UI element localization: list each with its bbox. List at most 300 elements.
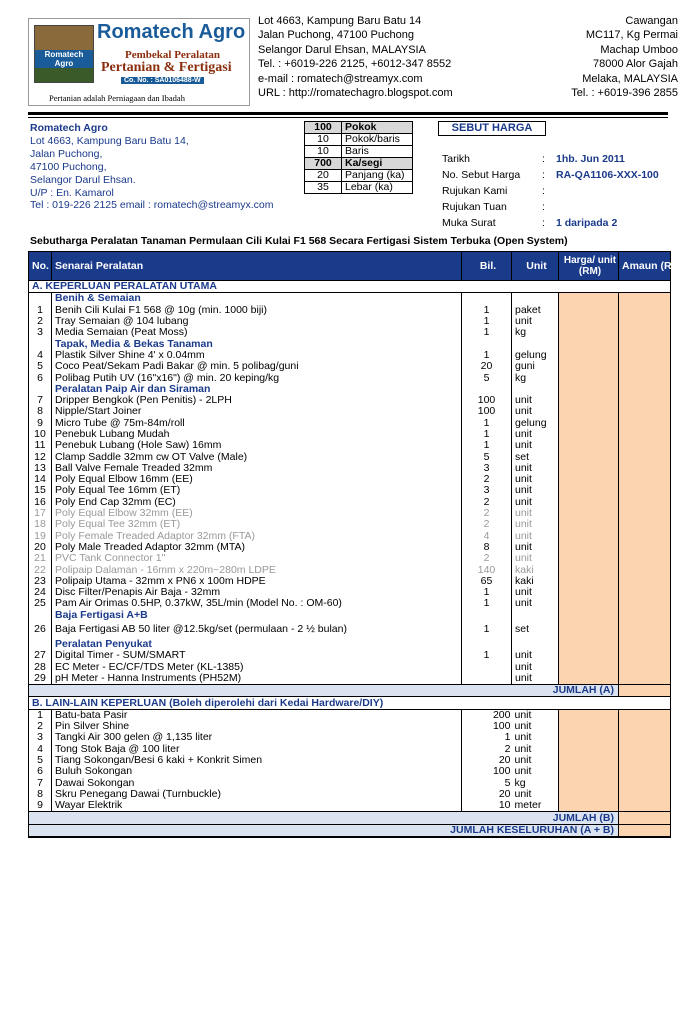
header-line: Jalan Puchong, 47100 Puchong bbox=[258, 29, 414, 42]
row-unit: unit bbox=[512, 542, 559, 553]
brand-motto: Pertanian adalah Perniagaan dan Ibadah bbox=[49, 93, 185, 103]
table-header-row bbox=[29, 252, 671, 281]
table-row bbox=[29, 789, 671, 800]
row-quantity: 20 bbox=[498, 787, 511, 800]
row-price-cell[interactable] bbox=[559, 451, 619, 462]
row-amount-cell[interactable] bbox=[619, 384, 671, 395]
row-price-cell[interactable] bbox=[559, 474, 619, 485]
row-quantity: 100 bbox=[492, 765, 511, 778]
row-no: 7 bbox=[29, 777, 52, 788]
row-unit: unit bbox=[512, 721, 559, 732]
header-divider bbox=[28, 112, 668, 115]
total-b bbox=[29, 812, 671, 824]
row-price-cell[interactable] bbox=[559, 497, 619, 508]
row-price-cell[interactable] bbox=[559, 406, 619, 417]
row-quantity: 2 bbox=[504, 742, 511, 755]
row-item: Polipaip Utama - 32mm x PN6 x 100m HDPE bbox=[52, 576, 462, 587]
row-unit: unit bbox=[512, 732, 559, 743]
row-price-cell[interactable] bbox=[559, 485, 619, 496]
header-email[interactable]: e-mail : romatech@streamyx.com bbox=[258, 72, 423, 85]
row-item: Tray Semaian @ 104 lubang bbox=[52, 316, 462, 327]
row-item: Ball Valve Female Treaded 32mm bbox=[52, 463, 462, 474]
meta-label: Rujukan Kami bbox=[442, 185, 508, 197]
row-price-cell[interactable] bbox=[559, 316, 619, 327]
meta-page: 1 daripada 2 bbox=[556, 217, 618, 229]
table-row bbox=[29, 485, 671, 496]
spec-label: Baris bbox=[342, 146, 413, 158]
document-title: Sebutharga Peralatan Tanaman Permulaan Cili Kulai F1 568 Secara Fertigasi Sistem Terbuka (Open System) bbox=[30, 235, 568, 247]
col-unit: Unit bbox=[512, 252, 559, 281]
subsection-title: Peralatan Penyukat bbox=[52, 639, 462, 650]
address-line: 47100 Puchong, bbox=[30, 160, 107, 173]
spec-label: Panjang (ka) bbox=[342, 170, 413, 182]
table-row bbox=[29, 598, 671, 609]
row-no: 20 bbox=[29, 542, 52, 553]
row-item: Wayar Elektrik bbox=[52, 800, 462, 812]
row-price-cell[interactable] bbox=[559, 519, 619, 530]
row-amount-cell[interactable] bbox=[619, 485, 671, 496]
logo-image bbox=[34, 25, 94, 83]
row-amount-cell[interactable] bbox=[619, 293, 671, 305]
row-price-cell[interactable] bbox=[559, 531, 619, 542]
equipment-table bbox=[28, 251, 684, 838]
row-amount-cell[interactable] bbox=[619, 587, 671, 598]
row-unit: unit bbox=[512, 485, 559, 496]
row-quantity: 3 bbox=[462, 485, 512, 496]
row-amount-cell[interactable] bbox=[619, 418, 671, 429]
branch-phone: Tel. : +6019-396 2855 bbox=[571, 87, 678, 100]
spec-label: Lebar (ka) bbox=[342, 182, 413, 194]
header-branch bbox=[571, 14, 678, 100]
row-no: 2 bbox=[29, 316, 52, 327]
row-no: 19 bbox=[29, 531, 52, 542]
row-price-cell[interactable] bbox=[559, 610, 619, 621]
meta-label: Rujukan Tuan bbox=[442, 201, 507, 213]
row-price-cell[interactable] bbox=[559, 395, 619, 406]
row-amount-cell[interactable] bbox=[619, 316, 671, 327]
row-price-cell[interactable] bbox=[559, 293, 619, 305]
row-item: Poly Equal Tee 32mm (ET) bbox=[52, 519, 462, 530]
row-quantity: 8 bbox=[462, 542, 512, 553]
row-item: PVC Tank Connector 1" bbox=[52, 553, 462, 564]
row-quantity: 2 bbox=[462, 508, 512, 519]
spec-label: Ka/segi bbox=[342, 158, 413, 170]
row-amount-cell[interactable] bbox=[619, 338, 671, 349]
row-unit: set bbox=[512, 621, 559, 639]
row-no: 3 bbox=[29, 732, 52, 743]
row-unit: unit bbox=[512, 662, 559, 673]
table-row bbox=[29, 621, 671, 639]
spec-table bbox=[304, 121, 413, 194]
logo-strip-text: Romatech Agro bbox=[35, 50, 93, 68]
row-item: Polipaip Dalaman - 16mm x 220m~280m LDPE bbox=[52, 564, 462, 575]
row-item: Tong Stok Baja @ 100 liter bbox=[52, 744, 462, 755]
row-no: 8 bbox=[29, 789, 52, 800]
row-no bbox=[29, 293, 52, 305]
row-price-cell[interactable] bbox=[559, 587, 619, 598]
row-amount-cell[interactable] bbox=[619, 451, 671, 462]
total-a-label: JUMLAH (A) bbox=[29, 685, 619, 697]
row-quantity: 5 bbox=[462, 451, 512, 462]
row-price-cell[interactable] bbox=[559, 418, 619, 429]
row-unit: unit bbox=[512, 598, 559, 609]
row-amount-cell[interactable] bbox=[619, 732, 671, 743]
spec-value: 100 bbox=[305, 122, 342, 134]
header-address bbox=[258, 14, 453, 100]
row-quantity: 1 bbox=[462, 621, 512, 639]
contact-line: Tel : 019-226 2125 email : romatech@streamyx.com bbox=[30, 199, 274, 212]
row-quantity: 10 bbox=[498, 799, 511, 812]
row-quantity: 1 bbox=[462, 305, 512, 316]
row-quantity: 4 bbox=[462, 531, 512, 542]
row-unit: unit bbox=[512, 316, 559, 327]
row-item: Poly Equal Elbow 16mm (EE) bbox=[52, 474, 462, 485]
row-price-cell[interactable] bbox=[559, 621, 619, 639]
row-no: 18 bbox=[29, 519, 52, 530]
row-amount-cell[interactable] bbox=[619, 350, 671, 361]
row-amount-cell[interactable] bbox=[619, 789, 671, 800]
row-no: 1 bbox=[29, 709, 52, 721]
header-line: Lot 4663, Kampung Baru Batu 14 bbox=[258, 15, 422, 27]
quotation-meta: Tarikh : 1hb. Jun 2011 No. Sebut Harga : RA-QA1106-XXX-100 Rujukan Kami : Rujukan Tuan : Muka Surat : 1 daripada 2 bbox=[442, 153, 659, 229]
spec-label: Pokok/baris bbox=[342, 134, 413, 146]
row-price-cell[interactable] bbox=[559, 564, 619, 575]
recipient-name: Romatech Agro bbox=[30, 122, 108, 134]
row-price-cell[interactable] bbox=[559, 755, 619, 766]
row-item: EC Meter - EC/CF/TDS Meter (KL-1385) bbox=[52, 662, 462, 673]
row-no: 26 bbox=[29, 621, 52, 639]
table-row bbox=[29, 361, 671, 372]
row-amount-cell[interactable] bbox=[619, 610, 671, 621]
section-b-title: B. LAIN-LAIN KEPERLUAN (Boleh diperolehi dari Kedai Hardware/DIY) bbox=[29, 697, 671, 709]
row-amount-cell[interactable] bbox=[619, 709, 671, 721]
row-item: Nipple/Start Joiner bbox=[52, 406, 462, 417]
row-unit: unit bbox=[512, 395, 559, 406]
branch-line: MC117, Kg Permai bbox=[585, 29, 678, 42]
meta-quote-no: RA-QA1106-XXX-100 bbox=[556, 169, 659, 181]
row-price-cell[interactable] bbox=[559, 789, 619, 800]
row-quantity: 20 bbox=[498, 754, 511, 767]
row-price-cell[interactable] bbox=[559, 429, 619, 440]
row-price-cell[interactable] bbox=[559, 777, 619, 788]
meta-label: No. Sebut Harga bbox=[442, 169, 521, 181]
grand-total-value[interactable] bbox=[619, 824, 671, 837]
row-unit: unit bbox=[512, 650, 559, 661]
row-no bbox=[29, 610, 52, 621]
row-item: Disc Filter/Penapis Air Baja - 32mm bbox=[52, 587, 462, 598]
row-amount-cell[interactable] bbox=[619, 406, 671, 417]
row-no: 2 bbox=[29, 721, 52, 732]
row-quantity: 100 bbox=[492, 720, 511, 733]
row-no: 4 bbox=[29, 350, 52, 361]
row-no: 1 bbox=[29, 305, 52, 316]
row-price-cell[interactable] bbox=[559, 327, 619, 338]
section-a-title: A. KEPERLUAN PERALATAN UTAMA bbox=[29, 281, 671, 293]
row-no: 9 bbox=[29, 800, 52, 812]
row-unit: kg bbox=[512, 327, 559, 338]
row-quantity: 1 bbox=[462, 327, 512, 338]
row-unit bbox=[512, 293, 559, 305]
col-price: Harga/ unit (RM) bbox=[559, 252, 619, 281]
spec-value: 20 bbox=[305, 170, 342, 182]
row-price-cell[interactable] bbox=[559, 709, 619, 721]
row-quantity: 100 bbox=[462, 406, 512, 417]
row-quantity: 1 bbox=[462, 350, 512, 361]
table-row bbox=[29, 673, 671, 685]
company-logo bbox=[28, 18, 250, 106]
row-item: Polibag Putih UV (16"x16") @ min. 20 keping/kg bbox=[52, 372, 462, 383]
row-price-cell[interactable] bbox=[559, 744, 619, 755]
col-no: No. bbox=[29, 252, 52, 281]
row-unit: unit bbox=[512, 463, 559, 474]
table-row bbox=[29, 800, 671, 812]
row-item: Dawai Sokongan bbox=[52, 777, 462, 788]
row-amount-cell[interactable] bbox=[619, 327, 671, 338]
company-number: Co. No. : SA0106488-W bbox=[121, 77, 204, 84]
row-quantity: 1 bbox=[462, 598, 512, 609]
row-unit: unit bbox=[512, 709, 559, 721]
subsection-title: Peralatan Paip Air dan Siraman bbox=[52, 384, 462, 395]
row-amount-cell[interactable] bbox=[619, 673, 671, 685]
row-quantity: 20 bbox=[462, 361, 512, 372]
table-row bbox=[29, 327, 671, 338]
row-unit: unit bbox=[512, 673, 559, 685]
table-row bbox=[29, 650, 671, 661]
row-price-cell[interactable] bbox=[559, 384, 619, 395]
row-price-cell[interactable] bbox=[559, 361, 619, 372]
row-price-cell[interactable] bbox=[559, 721, 619, 732]
col-amount: Amaun (RM) bbox=[619, 252, 671, 281]
row-item: Buluh Sokongan bbox=[52, 766, 462, 777]
table-row bbox=[29, 406, 671, 417]
row-price-cell[interactable] bbox=[559, 673, 619, 685]
row-amount-cell[interactable] bbox=[619, 519, 671, 530]
section-header bbox=[29, 281, 671, 293]
row-item: Skru Penegang Dawai (Turnbuckle) bbox=[52, 789, 462, 800]
row-amount-cell[interactable] bbox=[619, 755, 671, 766]
total-b-label: JUMLAH (B) bbox=[29, 812, 619, 824]
header-url[interactable]: URL : http://romatechagro.blogspot.com bbox=[258, 87, 453, 100]
row-quantity: 1 bbox=[462, 429, 512, 440]
brand-tagline-1: Pembekal Peralatan bbox=[125, 49, 221, 61]
row-price-cell[interactable] bbox=[559, 440, 619, 451]
row-item: Pin Silver Shine bbox=[52, 721, 462, 732]
address-line: Lot 4663, Kampung Baru Batu 14, bbox=[30, 134, 189, 147]
row-amount-cell[interactable] bbox=[619, 463, 671, 474]
brand-name: Romatech Agro bbox=[97, 21, 246, 43]
row-quantity: 2 bbox=[462, 553, 512, 564]
row-amount-cell[interactable] bbox=[619, 777, 671, 788]
branch-line: 78000 Alor Gajah bbox=[592, 58, 678, 71]
row-no: 6 bbox=[29, 766, 52, 777]
row-no: 15 bbox=[29, 485, 52, 496]
row-amount-cell[interactable] bbox=[619, 721, 671, 732]
col-bil: Bil. bbox=[462, 252, 512, 281]
row-unit: unit bbox=[512, 587, 559, 598]
row-no: 12 bbox=[29, 451, 52, 462]
table-row bbox=[29, 766, 671, 777]
branch-line: Melaka, MALAYSIA bbox=[582, 72, 678, 85]
row-price-cell[interactable] bbox=[559, 305, 619, 316]
row-quantity: 3 bbox=[462, 463, 512, 474]
total-b-value[interactable] bbox=[619, 812, 671, 824]
row-no: 5 bbox=[29, 361, 52, 372]
row-amount-cell[interactable] bbox=[619, 542, 671, 553]
row-item: Poly Equal Tee 16mm (ET) bbox=[52, 485, 462, 496]
row-unit: unit bbox=[512, 553, 559, 564]
row-amount-cell[interactable] bbox=[619, 372, 671, 383]
row-amount-cell[interactable] bbox=[619, 639, 671, 650]
row-item: Micro Tube @ 75m-84m/roll bbox=[52, 418, 462, 429]
spec-value: 35 bbox=[305, 182, 342, 194]
row-amount-cell[interactable] bbox=[619, 553, 671, 564]
row-quantity: 1 bbox=[462, 440, 512, 451]
row-no: 8 bbox=[29, 406, 52, 417]
row-price-cell[interactable] bbox=[559, 639, 619, 650]
row-price-cell[interactable] bbox=[559, 598, 619, 609]
col-item: Senarai Peralatan bbox=[52, 252, 462, 281]
row-unit: unit bbox=[512, 474, 559, 485]
row-amount-cell[interactable] bbox=[619, 429, 671, 440]
row-no: 28 bbox=[29, 662, 52, 673]
row-item: Benih Cili Kulai F1 568 @ 10g (min. 1000 biji) bbox=[52, 305, 462, 316]
meta-label: Tarikh bbox=[442, 153, 471, 165]
row-unit: unit bbox=[512, 531, 559, 542]
row-amount-cell[interactable] bbox=[619, 440, 671, 451]
row-unit: unit bbox=[512, 497, 559, 508]
row-amount-cell[interactable] bbox=[619, 361, 671, 372]
row-amount-cell[interactable] bbox=[619, 576, 671, 587]
row-item: Pam Air Orimas 0.5HP, 0.37kW, 35L/min (Model No. : OM-60) bbox=[52, 598, 462, 609]
row-no: 10 bbox=[29, 429, 52, 440]
row-unit: unit bbox=[512, 406, 559, 417]
row-amount-cell[interactable] bbox=[619, 564, 671, 575]
grand-total-label: JUMLAH KESELURUHAN (A + B) bbox=[29, 824, 619, 837]
row-unit: unit bbox=[512, 744, 559, 755]
row-no: 6 bbox=[29, 372, 52, 383]
row-no: 24 bbox=[29, 587, 52, 598]
row-price-cell[interactable] bbox=[559, 372, 619, 383]
row-quantity: 140 bbox=[462, 564, 512, 575]
row-quantity: 200 bbox=[492, 708, 511, 721]
row-no: 22 bbox=[29, 564, 52, 575]
row-unit: set bbox=[512, 451, 559, 462]
row-unit: unit bbox=[512, 440, 559, 451]
meta-label: Muka Surat bbox=[442, 217, 496, 229]
spec-value: 10 bbox=[305, 146, 342, 158]
row-price-cell[interactable] bbox=[559, 542, 619, 553]
row-amount-cell[interactable] bbox=[619, 650, 671, 661]
row-quantity: 1 bbox=[462, 587, 512, 598]
meta-date: 1hb. Jun 2011 bbox=[556, 153, 625, 165]
address-line: Jalan Puchong, bbox=[30, 147, 103, 160]
row-unit: meter bbox=[512, 800, 559, 812]
branch-title: Cawangan bbox=[625, 15, 678, 27]
row-amount-cell[interactable] bbox=[619, 800, 671, 812]
row-item: Digital Timer - SUM/SMART bbox=[52, 650, 462, 661]
row-unit: gelung bbox=[512, 350, 559, 361]
row-item: Penebuk Lubang (Hole Saw) 16mm bbox=[52, 440, 462, 451]
row-price-cell[interactable] bbox=[559, 650, 619, 661]
row-price-cell[interactable] bbox=[559, 350, 619, 361]
row-amount-cell[interactable] bbox=[619, 395, 671, 406]
table-row bbox=[29, 372, 671, 383]
row-unit: unit bbox=[512, 508, 559, 519]
row-amount-cell[interactable] bbox=[619, 305, 671, 316]
row-quantity: 1 bbox=[462, 650, 512, 661]
row-price-cell[interactable] bbox=[559, 338, 619, 349]
row-item: Dripper Bengkok (Pen Penitis) - 2LPH bbox=[52, 395, 462, 406]
row-no: 3 bbox=[29, 327, 52, 338]
row-quantity: 65 bbox=[462, 576, 512, 587]
row-unit bbox=[512, 610, 559, 621]
table-row bbox=[29, 553, 671, 564]
brand-tagline-2: Pertanian & Fertigasi bbox=[101, 60, 232, 75]
attention-line: U/P : En. Kamarol bbox=[30, 186, 114, 199]
row-amount-cell[interactable] bbox=[619, 598, 671, 609]
row-price-cell[interactable] bbox=[559, 732, 619, 743]
row-no: 4 bbox=[29, 744, 52, 755]
spec-value: 700 bbox=[305, 158, 342, 170]
row-unit: kaki bbox=[512, 564, 559, 575]
total-a-value[interactable] bbox=[619, 685, 671, 697]
row-price-cell[interactable] bbox=[559, 766, 619, 777]
section-header bbox=[29, 697, 671, 709]
row-no: 27 bbox=[29, 650, 52, 661]
row-price-cell[interactable] bbox=[559, 576, 619, 587]
subsection-title: Baja Fertigasi A+B bbox=[52, 610, 462, 621]
row-item: Baja Fertigasi AB 50 liter @12.5kg/set (permulaan - 2 ½ bulan) bbox=[52, 621, 462, 639]
row-amount-cell[interactable] bbox=[619, 497, 671, 508]
table-row bbox=[29, 440, 671, 451]
header-line: Selangor Darul Ehsan, MALAYSIA bbox=[258, 43, 426, 56]
row-price-cell[interactable] bbox=[559, 463, 619, 474]
row-price-cell[interactable] bbox=[559, 800, 619, 812]
row-unit: kg bbox=[512, 372, 559, 383]
row-amount-cell[interactable] bbox=[619, 744, 671, 755]
row-price-cell[interactable] bbox=[559, 508, 619, 519]
meta-your-ref bbox=[556, 200, 659, 214]
row-amount-cell[interactable] bbox=[619, 766, 671, 777]
row-item: Clamp Saddle 32mm cw OT Valve (Male) bbox=[52, 451, 462, 462]
row-amount-cell[interactable] bbox=[619, 508, 671, 519]
spec-label: Pokok bbox=[342, 122, 413, 134]
row-amount-cell[interactable] bbox=[619, 474, 671, 485]
row-amount-cell[interactable] bbox=[619, 531, 671, 542]
row-amount-cell[interactable] bbox=[619, 662, 671, 673]
subsection-title: Benih & Semaian bbox=[52, 293, 462, 305]
row-amount-cell[interactable] bbox=[619, 621, 671, 639]
row-unit: unit bbox=[512, 429, 559, 440]
total-a bbox=[29, 685, 671, 697]
row-unit: guni bbox=[512, 361, 559, 372]
row-price-cell[interactable] bbox=[559, 553, 619, 564]
row-item: Poly Male Treaded Adaptor 32mm (MTA) bbox=[52, 542, 462, 553]
sub-header-row bbox=[29, 610, 671, 621]
row-bil bbox=[462, 610, 512, 621]
row-no: 17 bbox=[29, 508, 52, 519]
header-divider-thin bbox=[28, 117, 668, 118]
row-no: 29 bbox=[29, 673, 52, 685]
row-quantity bbox=[462, 673, 512, 685]
row-quantity bbox=[462, 662, 512, 673]
recipient-address bbox=[30, 122, 274, 212]
row-price-cell[interactable] bbox=[559, 662, 619, 673]
row-no: 13 bbox=[29, 463, 52, 474]
table-row bbox=[29, 519, 671, 530]
spec-value: 10 bbox=[305, 134, 342, 146]
row-no: 9 bbox=[29, 418, 52, 429]
